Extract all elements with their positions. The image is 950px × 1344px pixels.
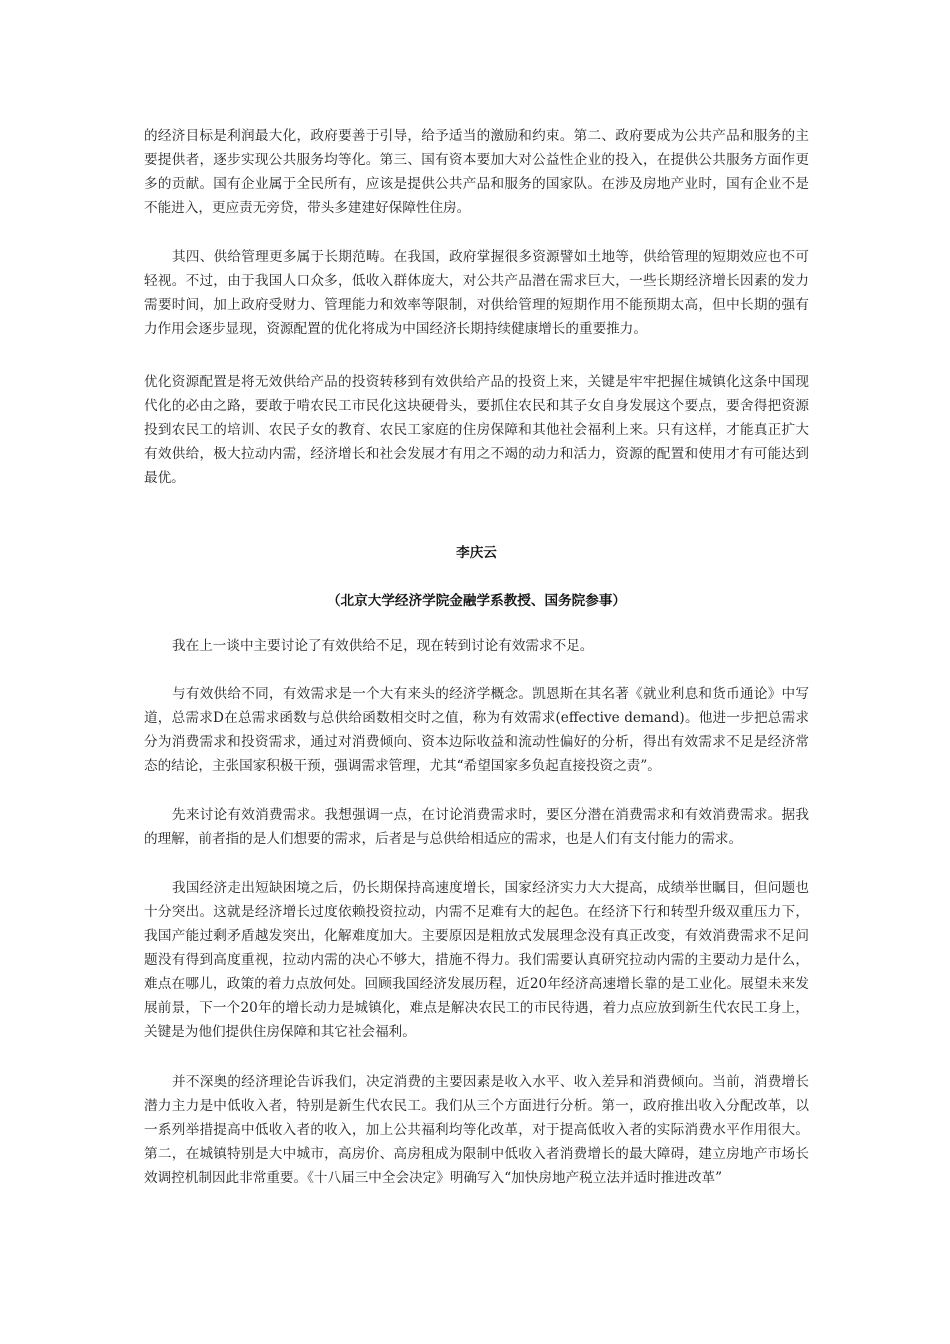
paragraph-6: 先来讨论有效消费需求。我想强调一点，在讨论消费需求时，要区分潜在消费需求和有效消费需求。据我的理解，前者指的是人们想要的需求，后者是与总供给相适应的需求，也是人们有支付能力的需求。 [144, 807, 809, 847]
paragraph-1: 的经济目标是利润最大化，政府要善于引导，给予适当的激励和约束。第二、政府要成为公共产品和服务的主要提供者，逐步实现公共服务均等化。第三、国有资本要加大对公益性企业的投入，在提供公共服务方面作更多的贡献。国有企业属于全民所有，应该是提供公共产品和服务的国家队。在涉及房地产业时，国有企业不是不能进入，更应责无旁贷，带头多建建好保障性住房。 [144, 128, 809, 216]
paragraph-7: 我国经济走出短缺困境之后，仍长期保持高速度增长，国家经济实力大大提高，成绩举世瞩目，但问题也十分突出。这就是经济增长过度依赖投资拉动，内需不足难有大的起色。在经济下行和转型升级双重压力下，我国产能过剩矛盾越发突出，化解难度加大。主要原因是粗放式发展理念没有真正改变，有效消费需求不足问题没有得到高度重视，拉动内需的决心不够大，措施不得力。我们需要认真研究拉动内需的主要动力是什么，难点在哪儿，政策的着力点放何处。回顾我国经济发展历程，近20年经济高速增长靠的是工业化。展望未来发展前景，下一个20年的增长动力是城镇化，难点是解决农民工的市民待遇，着力点应放到新生代农民工身上，关键是为他们提供住房保障和其它社会福利。 [144, 880, 809, 1040]
author-name: 李庆云 [456, 545, 497, 561]
author-title: （北京大学经济学院金融学系教授、国务院参事） [326, 593, 627, 609]
paragraph-3: 优化资源配置是将无效供给产品的投资转移到有效供给产品的投资上来，关键是牢牢把握住城镇化这条中国现代化的必由之路，要敢于啃农民工市民化这块硬骨头，要抓住农民和其子女自身发展这个要点，要舍得把资源投到农民工的培训、农民子女的教育、农民工家庭的住房保障和其他社会福利上来。只有这样，才能真正扩大有效供给，极大拉动内需，经济增长和社会发展才有用之不竭的动力和活力，资源的配置和使用才有可能达到最优。 [144, 374, 809, 486]
paragraph-8: 并不深奥的经济理论告诉我们，决定消费的主要因素是收入水平、收入差异和消费倾向。当前，消费增长潜力主力是中低收入者，特别是新生代农民工。我们从三个方面进行分析。第一，政府推出收入分配改革，以一系列举措提高中低收入者的收入，加上公共福利均等化改革，对于提高低收入者的实际消费水平作用很大。第二，在城镇特别是大中城市，高房价、高房租成为限制中低收入者消费增长的最大障碍，建立房地产市场长效调控机制因此非常重要。《十八届三中全会决定》明确写入“加快房地产税立法并适时推进改革” [144, 1074, 809, 1186]
paragraph-2: 其四、供给管理更多属于长期范畴。在我国，政府掌握很多资源譬如土地等，供给管理的短期效应也不可轻视。不过，由于我国人口众多，低收入群体庞大，对公共产品潜在需求巨大，一些长期经济增长因素的发力需要时间，加上政府受财力、管理能力和效率等限制，对供给管理的短期作用不能预期太高，但中长期的强有力作用会逐步显现，资源配置的优化将成为中国经济长期持续健康增长的重要推力。 [144, 249, 809, 337]
paragraph-5: 与有效供给不同，有效需求是一个大有来头的经济学概念。凯恩斯在其名著《就业利息和货币通论》中写道，总需求D在总需求函数与总供给函数相交时之值，称为有效需求(effective demand)。他进一步把总需求分为消费需求和投资需求，通过对消费倾向、资本边际收益和流动性偏好的分析，得出有效需求不足是经济常态的结论，主张国家积极干预，强调需求管理，尤其“希望国家多负起直接投资之责”。 [144, 686, 809, 774]
paragraph-4: 我在上一谈中主要讨论了有效供给不足，现在转到讨论有效需求不足。 [172, 638, 594, 654]
